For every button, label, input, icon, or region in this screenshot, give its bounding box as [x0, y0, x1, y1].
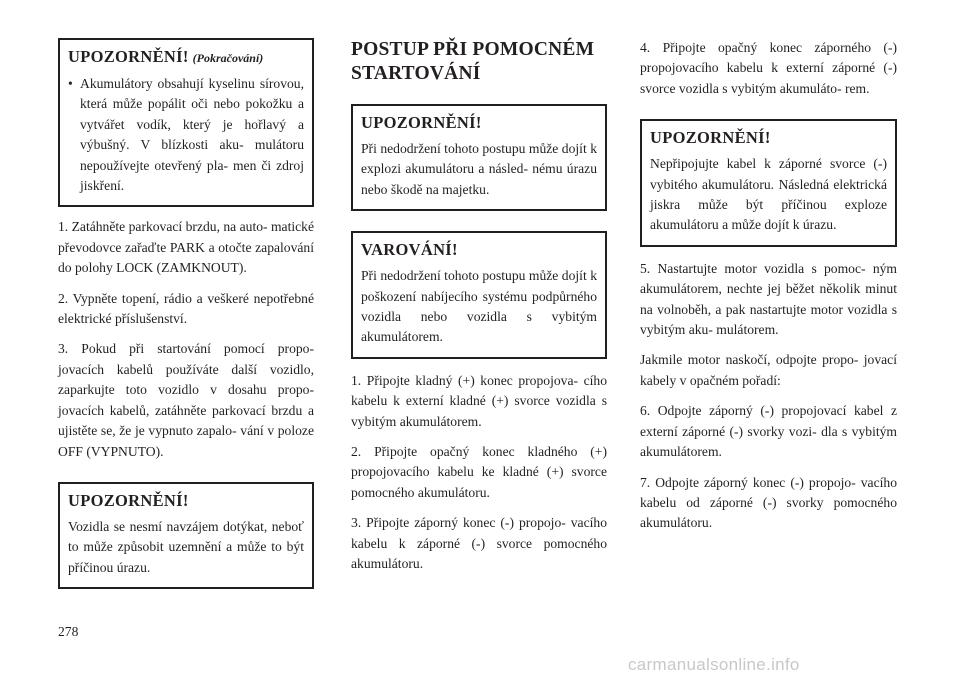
- disconnect-intro: Jakmile motor naskočí, odpojte propo- jovací kabely v opačném pořadí:: [640, 352, 897, 388]
- warning-text: Akumulátory obsahují kyselinu sírovou, která může popálit oči nebo pokožku a vytvářet vodík, který je hořlavý a výbušný. V blízkosti aku- mulátoru nepoužívejte otevřený pla- men či zdroj jiskření.: [80, 76, 304, 194]
- jump-step-6: 6. Odpojte záporný (-) propojovací kabel z externí záporné (-) svorky vozi- dla s vybitým akumulátorem.: [640, 403, 897, 460]
- warning-text: Nepřipojujte kabel k záporné svorce (-) vybitého akumulátoru. Následná elektrická jiskra může být příčinou exploze akumulátoru a může dojít k úrazu.: [650, 156, 887, 233]
- warning-box-negative-terminal: [640, 119, 897, 247]
- jump-step-1: 1. Připojte kladný (+) konec propojova- cího kabelu k externí kladné (+) svorce vozidla s vybitým akumulátorem.: [351, 372, 607, 429]
- jump-step-5: 5. Nastartujte motor vozidla s pomoc- ným akumulátorem, nechte jej běžet několik minut na volnoběh, a pak nastartujte motor vozidla s vybitým aku- mulátorem.: [640, 260, 897, 338]
- jump-step-3: 3. Připojte záporný konec (-) propojo- vacího kabelu k záporné (-) svorce pomocného akumulátoru.: [351, 515, 607, 572]
- bullet-marker: •: [68, 76, 73, 91]
- warning-box-vehicles: [58, 482, 314, 589]
- jump-step-2: 2. Připojte opačný konec kladného (+) propojovacího kabelu ke kladné (+) svorce pomocného akumulátoru.: [351, 444, 607, 500]
- warning-title: [68, 47, 304, 68]
- step-2-paragraph: 2. Vypněte topení, rádio a veškeré nepotřebné elektrické příslušenství.: [58, 290, 314, 327]
- warning-title: UPOZORNĚNÍ!: [361, 113, 482, 132]
- caution-box-charging: [351, 231, 607, 359]
- column-left: [58, 38, 314, 589]
- column-right: [640, 38, 897, 544]
- warning-title: UPOZORNĚNÍ!: [68, 490, 189, 510]
- column-middle: [351, 38, 607, 585]
- warning-title-suffix: (Pokračování): [192, 51, 264, 65]
- section-heading: POSTUP PŘI POMOCNÉM STARTOVÁNÍ: [351, 39, 595, 84]
- warning-bullet-item: [68, 74, 304, 196]
- step-3-paragraph: 3. Pokud při startování pomocí propo- jovacích kabelů používáte další vozidlo, zaparkujte toto vozidlo v dosahu propo- jovacích kabelů, zatáhněte parkovací brzdu a ujistěte se, že je vypnuto zapalo- vání v poloze OFF (VYPNUTO).: [58, 341, 314, 459]
- jump-step-4: 4. Připojte opačný konec záporného (-) propojovacího kabelu k externí záporné (-) svorce vozidla s vybitým akumuláto- rem.: [640, 40, 897, 96]
- caution-text: Při nedodržení tohoto postupu může dojít k poškození nabíjecího systému podpůrného vozidla nebo vozidla s vybitým akumulátorem.: [361, 268, 597, 345]
- warning-box-continued: [58, 38, 314, 207]
- warning-box-explosion: [351, 104, 607, 211]
- warning-text: Při nedodržení tohoto postupu může dojít k explozi akumulátoru a násled- nému úrazu nebo škodě na majetku.: [361, 141, 597, 197]
- step-1-paragraph: 1. Zatáhněte parkovací brzdu, na auto- matické převodovce zařaďte PARK a otočte zapalování do polohy LOCK (ZAMKNOUT).: [58, 219, 314, 276]
- warning-title: UPOZORNĚNÍ!: [650, 128, 771, 148]
- warning-title-text: UPOZORNĚNÍ!: [68, 47, 189, 66]
- warning-text: Vozidla se nesmí navzájem dotýkat, neboť to může způsobit uzemnění a může to být příčinou úrazu.: [68, 518, 304, 575]
- jump-step-7: 7. Odpojte záporný konec (-) propojo- vacího kabelu od záporné (-) svorky pomocného akumulátoru.: [640, 474, 897, 531]
- page-number: 278: [58, 624, 79, 639]
- watermark-text: carmanualsonline.info: [628, 655, 800, 674]
- caution-title: VAROVÁNÍ!: [361, 240, 458, 260]
